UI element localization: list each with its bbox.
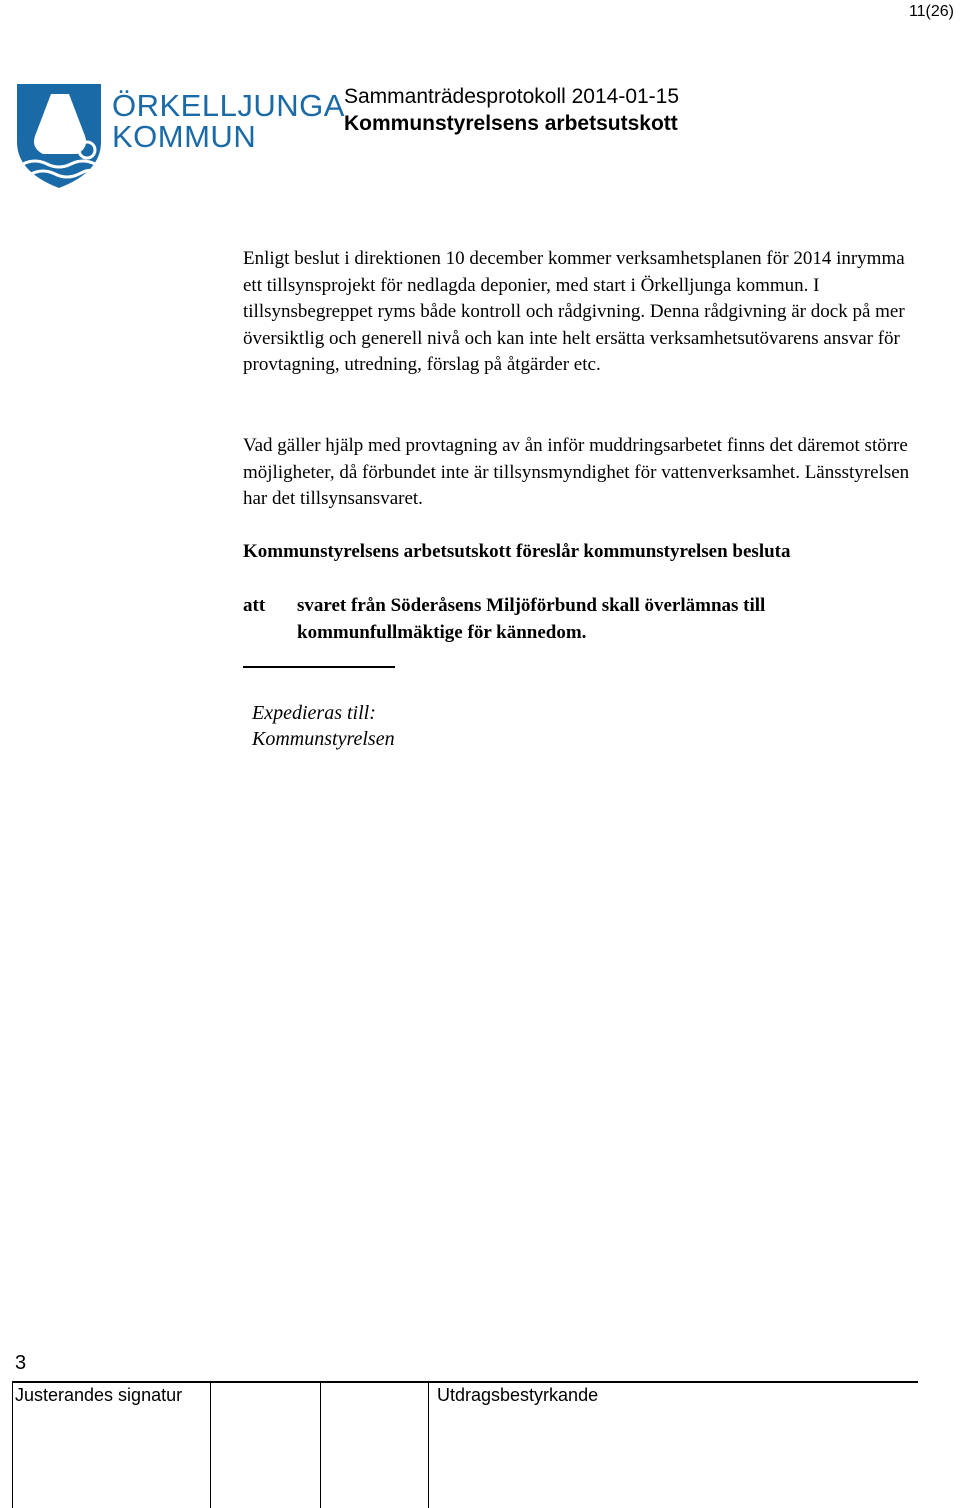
committee-name: Kommunstyrelsens arbetsutskott xyxy=(344,112,678,135)
separator-rule xyxy=(243,666,395,668)
footer-divider xyxy=(210,1382,211,1508)
footer-divider xyxy=(320,1382,321,1508)
logo-name-line1: ÖRKELLJUNGA xyxy=(112,88,345,123)
footer-divider xyxy=(428,1382,429,1508)
footer-label-utdragsbestyrkande: Utdragsbestyrkande xyxy=(437,1385,599,1405)
body-paragraph: Vad gäller hjälp med provtagning av ån inför muddringsarbetet finns det däremot större möjligheter, då förbundet inte är tillsynsmyndighet för vattenverksamhet. Länsstyrelsen har det tillsynsansvaret. xyxy=(243,435,910,510)
dispatch-recipient: Kommunstyrelsen xyxy=(252,728,395,750)
decision-keyword: att xyxy=(243,595,266,616)
decision-text: svaret från Söderåsens Miljöförbund skall överlämnas till kommunfullmäktige för kännedom. xyxy=(297,595,766,643)
footer-rule xyxy=(12,1381,918,1383)
municipal-coat-of-arms-icon xyxy=(17,80,101,195)
footer-number: 3 xyxy=(15,1352,27,1374)
footer-divider xyxy=(12,1382,13,1508)
document-title: Sammanträdesprotokoll 2014-01-15 xyxy=(344,85,680,108)
proposal-heading: Kommunstyrelsens arbetsutskott föreslår kommunstyrelsen besluta xyxy=(243,541,791,562)
footer-label-justerandes: Justerandes signatur xyxy=(15,1385,183,1405)
dispatch-block xyxy=(252,700,395,752)
body-paragraph: Enligt beslut i direktionen 10 december kommer verksamhetsplanen för 2014 inrymma ett tillsynsprojekt för nedlagda deponier, med start i Örkelljunga kommun. I tillsynsbegreppet ryms både kontroll och rådgivning. Denna rådgivning är dock på mer översiktlig och generell nivå och kan inte helt ersätta verksamhetsutövarens ansvar för provtagning, utredning, förslag på åtgärder etc. xyxy=(243,248,905,376)
logo-name-line2: KOMMUN xyxy=(112,119,257,154)
page-number: 11(26) xyxy=(908,3,954,20)
dispatch-label: Expedieras till: xyxy=(252,702,376,724)
